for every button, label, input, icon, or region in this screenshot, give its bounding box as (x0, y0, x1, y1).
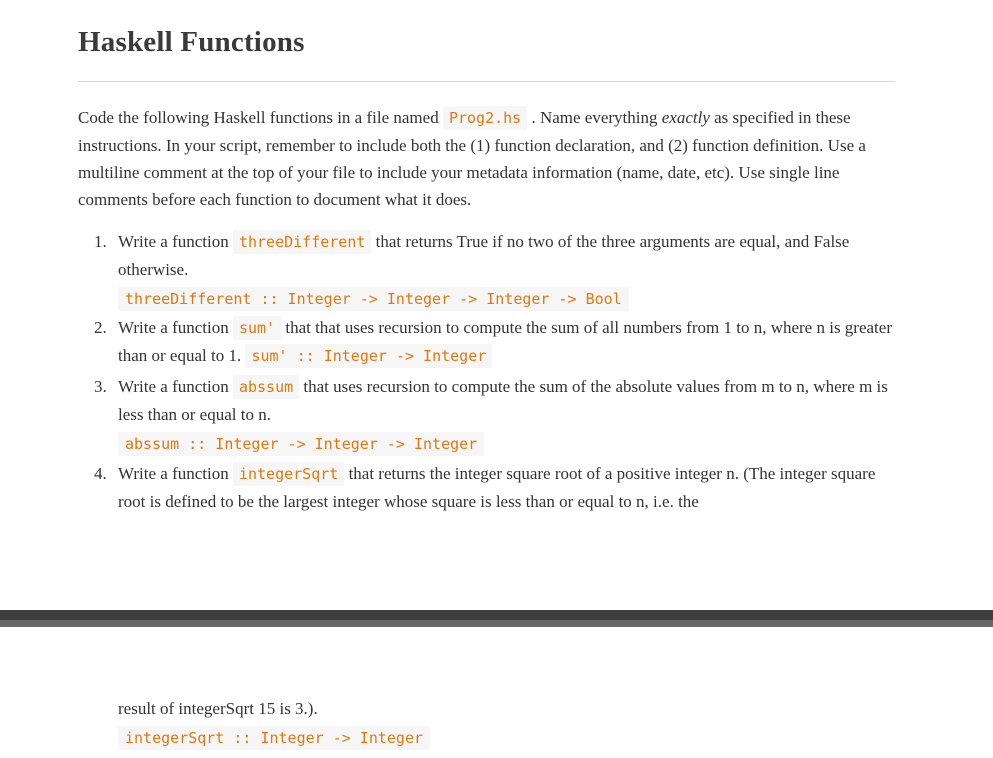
type-signature (118, 431, 898, 457)
item-text: Write a function integerSqrt that returns the integer square root of a positive integer n. (The integer square root is defined to be the largest integer whose square is less than or equal to n, i.e. the (118, 464, 876, 511)
type-signature (118, 725, 898, 751)
signature-code: sum' :: Integer -> Integer (245, 344, 492, 368)
function-name-code: integerSqrt (233, 462, 344, 486)
item-text: Write a function threeDifferent that returns True if no two of the three arguments are equal, and False otherwise. (118, 232, 850, 279)
emphasis-exactly: exactly (661, 108, 710, 127)
function-name-code: sum' (233, 316, 281, 340)
item-number: 1. (94, 232, 107, 251)
intro-text-3: as specified in these instructions. In your script, remember to include both the (1) function declaration, and (2) function definition. Use a multiline comment at the top of your file to include your metadata information (name, date, etc). Use single line comments before each function to document what it does. (78, 108, 866, 209)
type-signature (118, 286, 898, 312)
intro-text-2: . Name everything (527, 108, 662, 127)
item-text: Write a function abssum that uses recursion to compute the sum of the absolute values from m to n, where m is less than or equal to n. (118, 377, 888, 424)
continued-text (118, 695, 898, 751)
function-name-code: threeDifferent (233, 230, 371, 254)
item-number: 4. (94, 464, 107, 483)
page-break-bar (0, 610, 993, 627)
filename-code: Prog2.hs (443, 106, 527, 130)
item-number: 2. (94, 318, 107, 337)
continuation-text: result of integerSqrt 15 is 3.). (118, 699, 318, 718)
item-number: 3. (94, 377, 107, 396)
item-text: Write a function sum' that that uses recursion to compute the sum of all numbers from 1 to n, where n is greater than or equal to 1. sum' :: Integer -> Integer (118, 314, 898, 370)
list-item-abssum (78, 373, 898, 457)
function-list (78, 228, 898, 515)
list-item-three-different (78, 228, 898, 312)
signature-code: abssum :: Integer -> Integer -> Integer (118, 432, 484, 456)
intro-text-1: Code the following Haskell functions in a file named (78, 108, 443, 127)
page-title: Haskell Functions (78, 26, 305, 58)
signature-code: integerSqrt :: Integer -> Integer (118, 726, 430, 750)
function-name-code: abssum (233, 375, 299, 399)
title-divider (78, 81, 895, 82)
intro-paragraph (78, 104, 898, 213)
signature-code: threeDifferent :: Integer -> Integer -> Integer -> Bool (118, 287, 629, 311)
list-item-sum (78, 314, 898, 370)
list-item-integer-sqrt (78, 460, 898, 515)
